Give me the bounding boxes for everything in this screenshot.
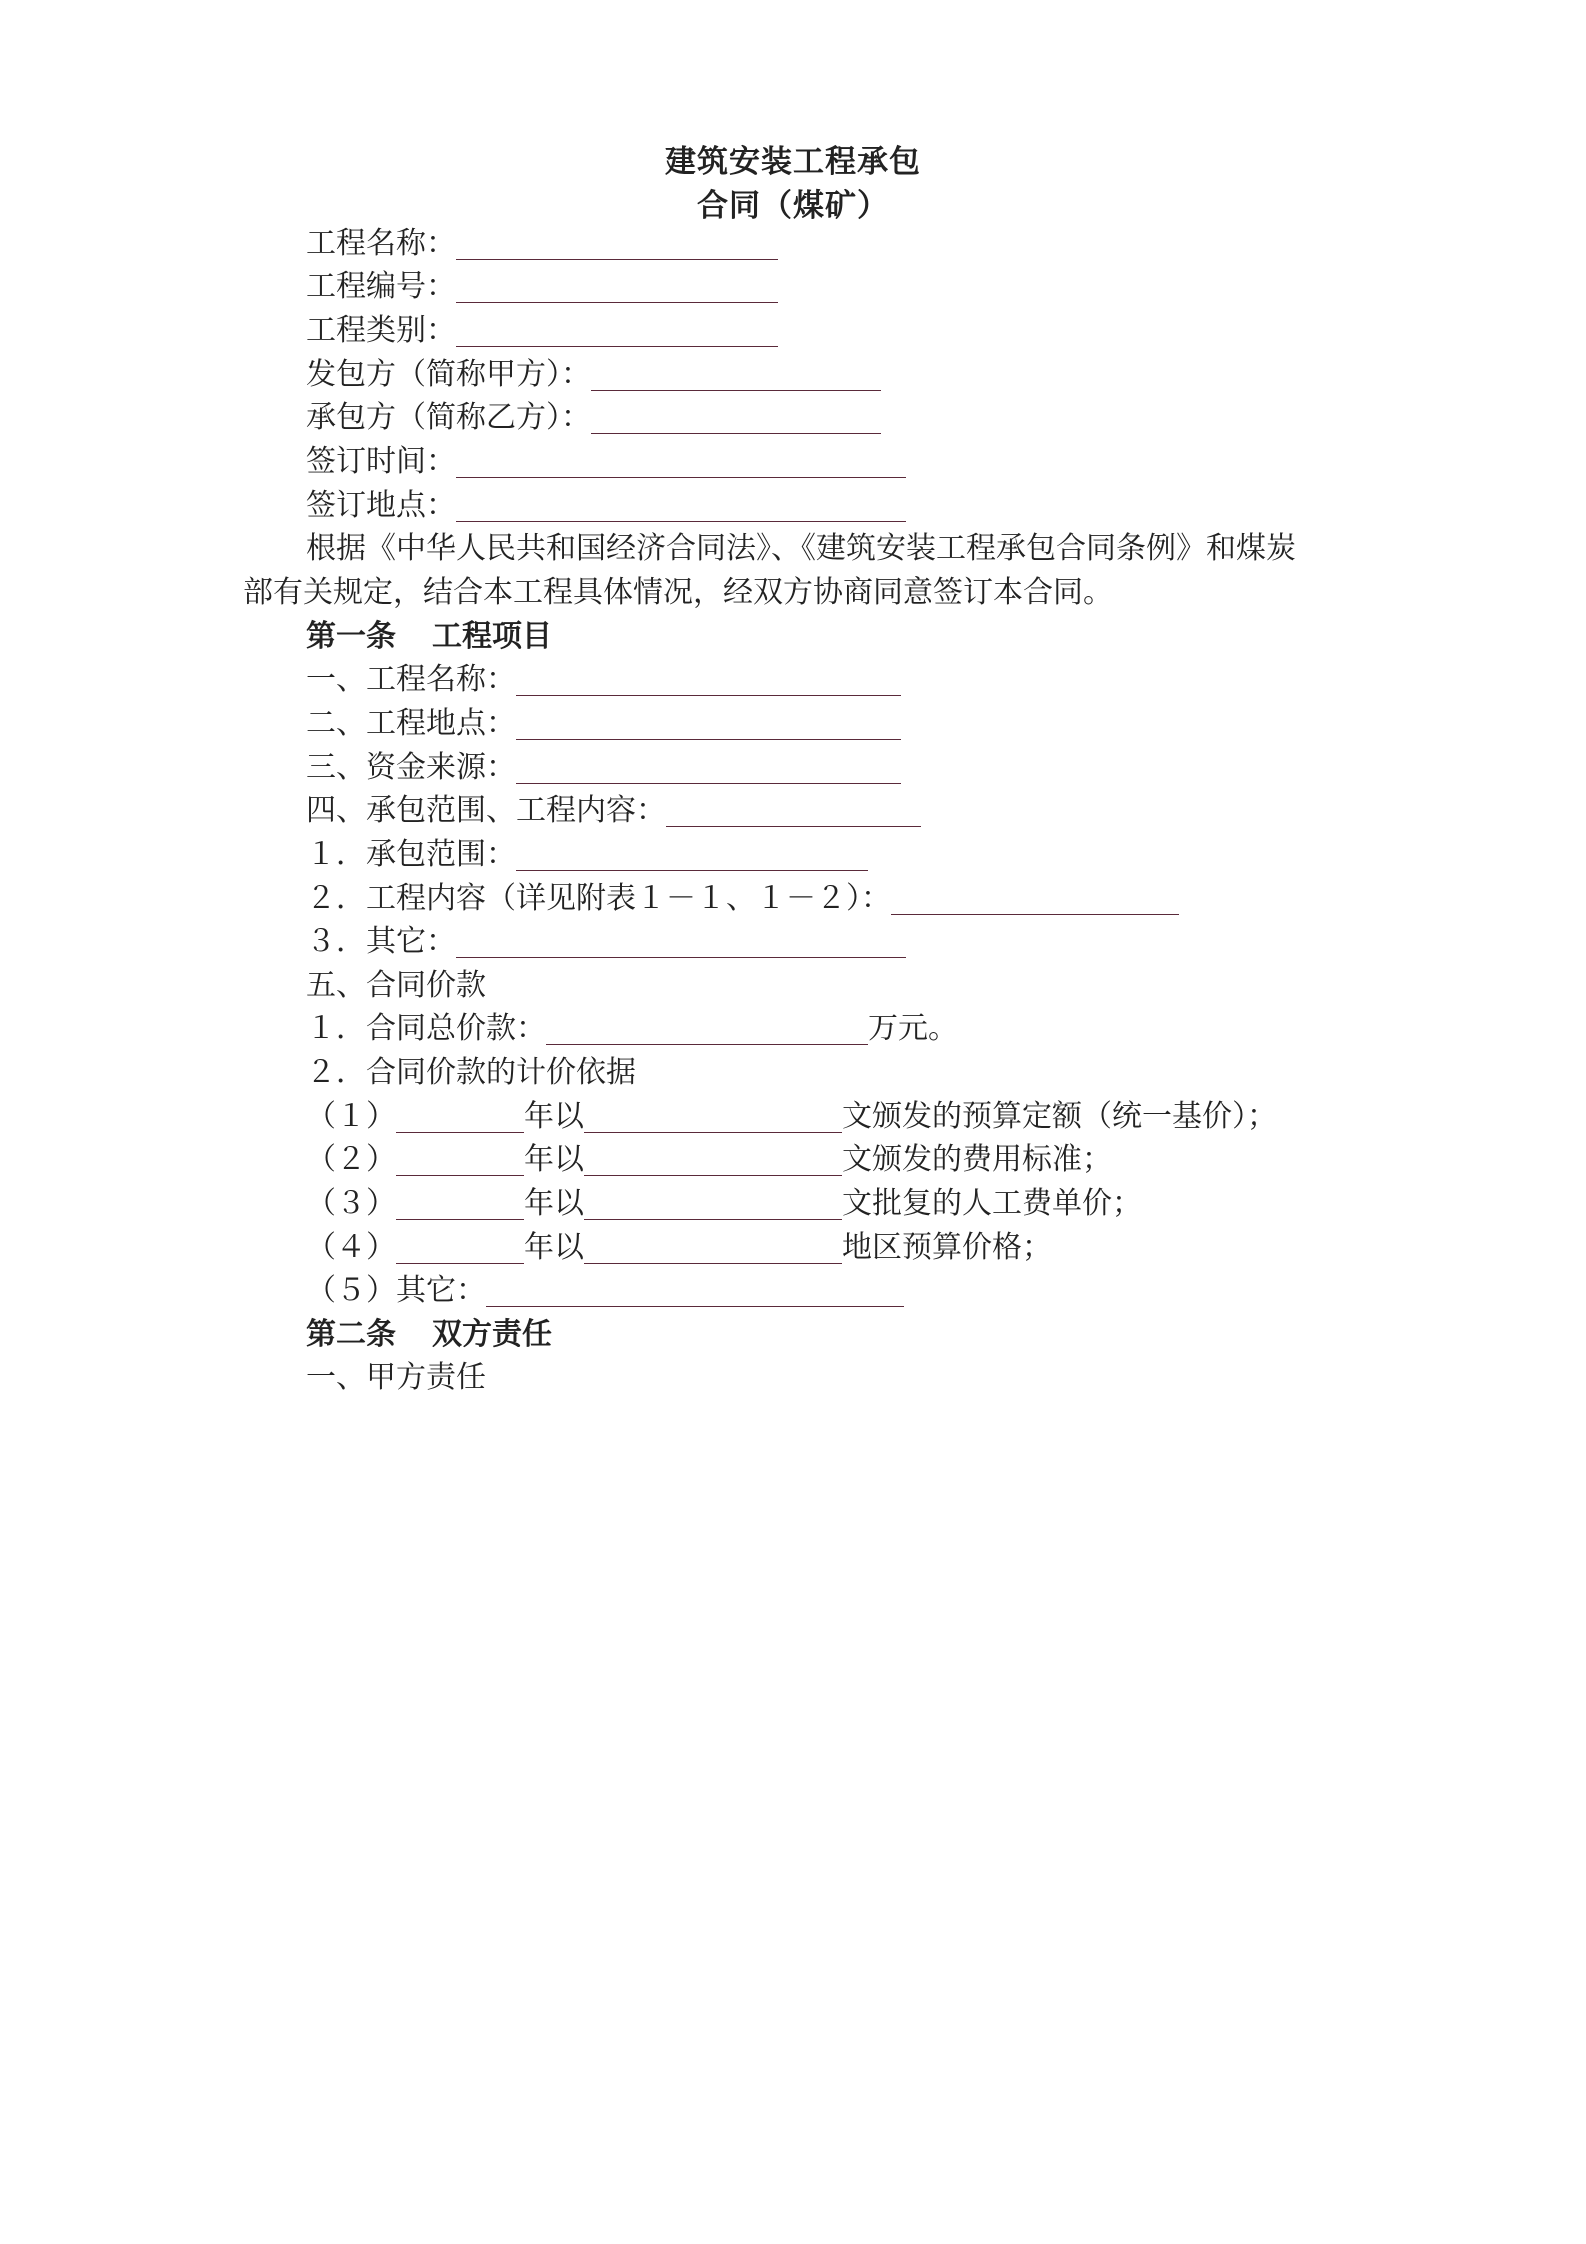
blank-line [584, 1145, 842, 1176]
item-label: 一、工程名称： [306, 662, 516, 697]
article1-item1 [306, 658, 901, 702]
blank-line [666, 796, 921, 827]
document-title-line1: 建筑安装工程承包 [665, 144, 921, 180]
basis-number: （２） [306, 1142, 396, 1177]
price-basis-heading: ２．合同价款的计价依据 [306, 1055, 636, 1090]
blank-line [456, 927, 906, 958]
blank-line [396, 1233, 524, 1264]
blank-line [486, 1276, 904, 1307]
blank-line [456, 447, 906, 478]
field-party-a [306, 353, 881, 397]
item-label: ３．其它： [306, 924, 456, 959]
basis-year: 年以 [524, 1142, 584, 1177]
price-unit: 万元。 [868, 1011, 958, 1046]
blank-line [396, 1102, 524, 1133]
item-label: 四、承包范围、工程内容： [306, 793, 666, 828]
field-label: 签订地点： [306, 488, 456, 523]
field-project-category [306, 309, 778, 353]
blank-line [396, 1145, 524, 1176]
blank-line [584, 1189, 842, 1220]
document-title-line2: 合同（煤矿） [697, 188, 889, 224]
price-basis-2 [306, 1138, 1112, 1182]
basis-number: （４） [306, 1230, 396, 1265]
price-basis-3 [306, 1182, 1142, 1226]
blank-line [516, 665, 901, 696]
price-basis-1 [306, 1095, 1277, 1139]
article-number: 第一条 [306, 619, 396, 654]
blank-line [546, 1014, 868, 1045]
blank-line [584, 1233, 842, 1264]
basis-text: 文颁发的预算定额（统一基价）； [842, 1099, 1277, 1134]
field-label: 工程编号： [306, 269, 456, 304]
blank-line [456, 272, 778, 303]
field-label: 承包方（简称乙方）： [306, 400, 591, 435]
blank-line [456, 316, 778, 347]
price-basis-5 [306, 1269, 904, 1313]
article1-item4 [306, 789, 921, 833]
blank-line [516, 753, 901, 784]
field-label: 发包方（简称甲方）： [306, 357, 591, 392]
field-party-b [306, 396, 881, 440]
article-number: 第二条 [306, 1317, 396, 1352]
item-label: ２．工程内容（详见附表１－１、１－２）： [306, 881, 891, 916]
article-title: 双方责任 [432, 1317, 552, 1352]
preamble-line1: 根据《中华人民共和国经济合同法》、《建筑安装工程承包合同条例》和煤炭 [306, 531, 1296, 566]
blank-line [456, 229, 778, 260]
article1-sub1 [306, 833, 868, 877]
item-label: 三、资金来源： [306, 750, 516, 785]
field-signing-time [306, 440, 906, 484]
blank-line [591, 360, 881, 391]
article-title: 工程项目 [432, 619, 552, 654]
basis-year: 年以 [524, 1230, 584, 1265]
basis-number: （３） [306, 1186, 396, 1221]
basis-number: （１） [306, 1099, 396, 1134]
blank-line [891, 884, 1179, 915]
basis-year: 年以 [524, 1186, 584, 1221]
blank-line [516, 840, 868, 871]
price-total [306, 1007, 958, 1051]
field-signing-place [306, 484, 906, 528]
field-project-number [306, 265, 778, 309]
article1-item5: 五、合同价款 [306, 968, 486, 1003]
basis-text: 地区预算价格； [842, 1230, 1052, 1265]
price-basis-4 [306, 1226, 1052, 1270]
field-project-name [306, 222, 778, 266]
article1-item2 [306, 702, 901, 746]
article1-item3 [306, 746, 901, 790]
basis-text: 文颁发的费用标准； [842, 1142, 1112, 1177]
blank-line [591, 403, 881, 434]
article1-sub2 [306, 877, 1179, 921]
blank-line [584, 1102, 842, 1133]
field-label: 签订时间： [306, 444, 456, 479]
article2-heading [306, 1313, 552, 1357]
blank-line [396, 1189, 524, 1220]
basis-text: 文批复的人工费单价； [842, 1186, 1142, 1221]
article1-sub3 [306, 920, 906, 964]
basis-year: 年以 [524, 1099, 584, 1134]
blank-line [516, 709, 901, 740]
preamble-line2: 部有关规定，结合本工程具体情况，经双方协商同意签订本合同。 [243, 575, 1113, 610]
article2-item1: 一、甲方责任 [306, 1360, 486, 1395]
item-label: （５）其它： [306, 1273, 486, 1308]
field-label: 工程类别： [306, 313, 456, 348]
item-label: １．承包范围： [306, 837, 516, 872]
item-label: １．合同总价款： [306, 1011, 546, 1046]
item-label: 二、工程地点： [306, 706, 516, 741]
blank-line [456, 491, 906, 522]
article1-heading [306, 615, 552, 659]
field-label: 工程名称： [306, 226, 456, 261]
